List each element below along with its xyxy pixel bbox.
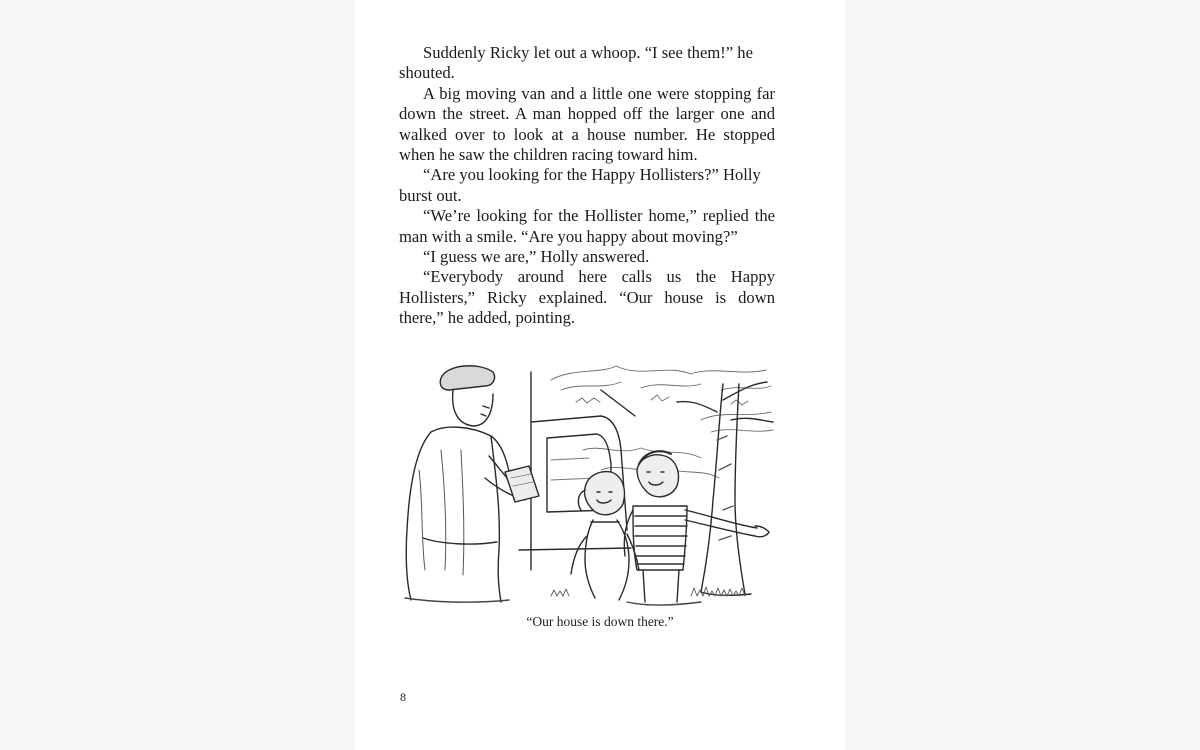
paragraph-2: A big moving van and a little one were stopping far down the street. A man hopped off the larger one and walked over to look at a house number. He stopped when he saw the children racing toward him.	[399, 83, 775, 165]
grass-sketch	[551, 587, 745, 596]
paragraph-6: “Everybody around here calls us the Happy Hollisters,” Ricky explained. “Our house is down there,” he added, pointing.	[399, 267, 775, 328]
paragraph-4: “We’re looking for the Hollister home,” replied the man with a smile. “Are you happy about moving?”	[399, 206, 775, 246]
book-page	[355, 0, 845, 750]
paragraph-1: Suddenly Ricky let out a whoop. “I see them!” he shouted.	[399, 43, 753, 83]
paragraph-5: “I guess we are,” Holly answered.	[423, 247, 650, 267]
page-number: 8	[400, 690, 406, 704]
girl-sketch	[571, 472, 639, 600]
illustration	[401, 360, 777, 610]
body-text	[399, 43, 775, 329]
boy-sketch	[624, 451, 769, 605]
paragraph-3: “Are you looking for the Happy Hollisters?” Holly burst out.	[399, 165, 761, 205]
man-sketch	[405, 366, 539, 602]
illustration-caption: “Our house is down there.”	[526, 614, 674, 629]
